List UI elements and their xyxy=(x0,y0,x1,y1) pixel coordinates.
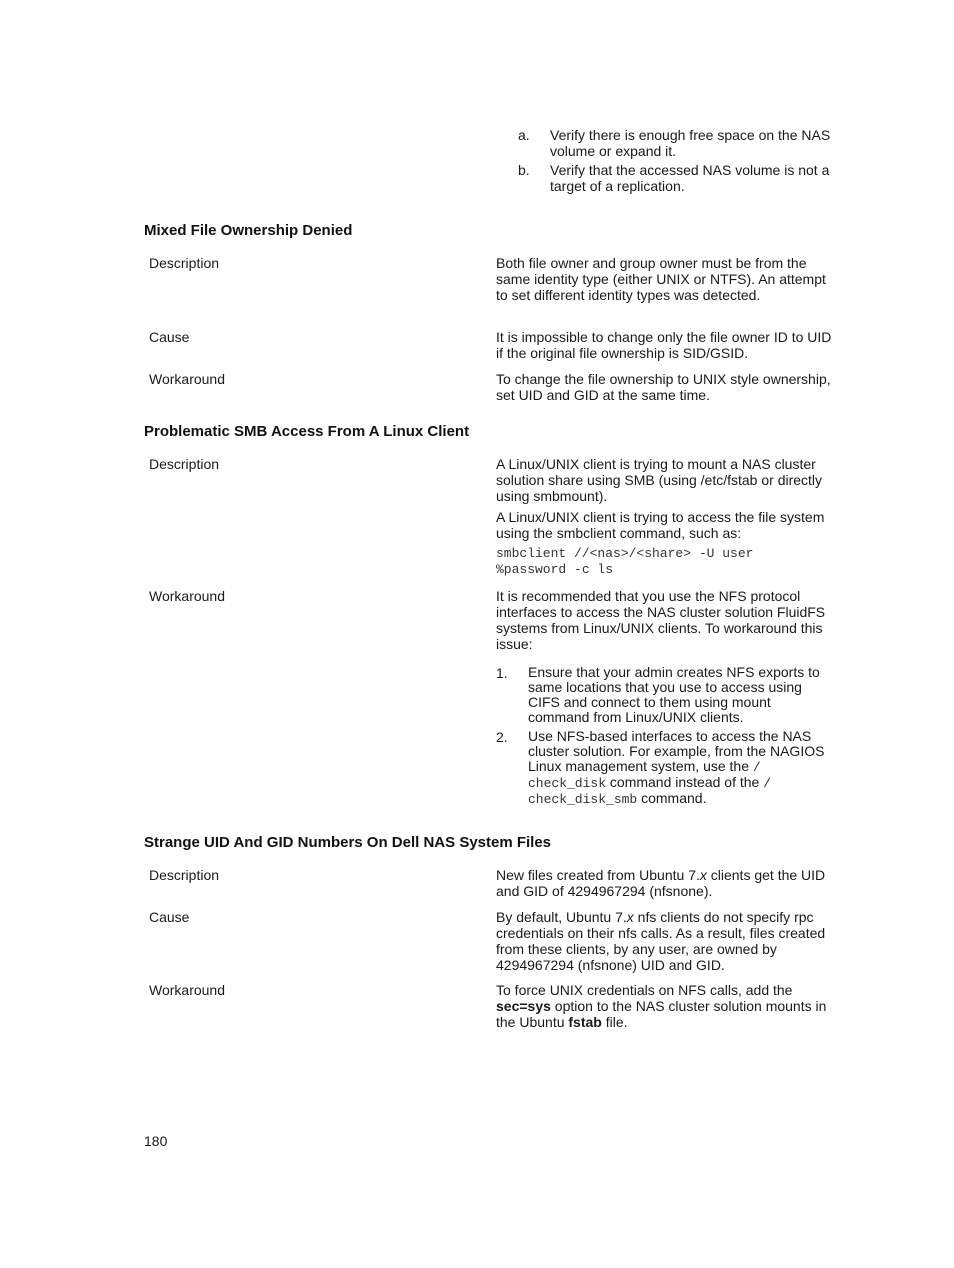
text-run: nfs clients do not specify rpc credentials on their nfs calls. As a result, files created from these clients, by any user, are owned by 4294967294 (nfsnone) UID and GID. xyxy=(496,909,826,973)
row-text-2: A Linux/UNIX client is trying to access the file system using the smbclient command, such as: xyxy=(496,509,825,541)
list-item xyxy=(518,127,838,161)
strong-text: sec=sys xyxy=(496,998,551,1014)
section-heading: Mixed File Ownership Denied xyxy=(144,222,353,239)
list-item xyxy=(496,729,838,805)
inline-code: / check_disk xyxy=(528,760,761,791)
row-label: Description xyxy=(149,867,220,883)
text-run: By default, Ubuntu 7. xyxy=(496,909,627,925)
list-text: Ensure that your admin creates NFS exports to same locations that you use to access using CIFS and connect to them using mount command from Linux/UNIX clients. xyxy=(528,664,820,725)
row-label: Cause xyxy=(149,329,190,345)
list-marker: 2. xyxy=(496,729,508,745)
text-run: New files created from Ubuntu 7. xyxy=(496,867,700,883)
row-label: Cause xyxy=(149,909,190,925)
list-item xyxy=(496,665,838,727)
row-text xyxy=(496,867,836,899)
row-label: Workaround xyxy=(149,588,226,604)
text-run: option to the NAS cluster solution mounts in the Ubuntu xyxy=(496,998,827,1030)
list-text xyxy=(528,729,836,807)
row-text: A Linux/UNIX client is trying to mount a NAS cluster solution share using SMB (using /etc/fstab or directly using smbmount). xyxy=(496,456,823,504)
page-number: 180 xyxy=(144,1133,168,1149)
list-text: Verify there is enough free space on the NAS volume or expand it. xyxy=(550,127,831,159)
list-text: Verify that the accessed NAS volume is not a target of a replication. xyxy=(550,162,830,194)
strong-text: fstab xyxy=(568,1014,602,1030)
row-text: It is recommended that you use the NFS protocol interfaces to access the NAS cluster solution FluidFS systems from Linux/UNIX clients. To workaround this issue: xyxy=(496,588,826,652)
row-text xyxy=(496,909,836,973)
step-text: command. xyxy=(637,790,707,806)
text-run: clients get the UID and GID of 4294967294 (nfsnone). xyxy=(496,867,826,899)
inline-code: / check_disk_smb xyxy=(528,776,772,807)
row-label: Workaround xyxy=(149,982,226,998)
section-heading: Strange UID And GID Numbers On Dell NAS System Files xyxy=(144,834,552,851)
row-label: Description xyxy=(149,255,220,271)
emphasis: x xyxy=(699,867,707,883)
list-marker: b. xyxy=(518,162,530,178)
step-text: Use NFS-based interfaces to access the NAS cluster solution. For example, from the NAGIOS Linux management system, use the xyxy=(528,728,825,774)
list-marker: a. xyxy=(518,127,530,143)
row-text xyxy=(496,982,836,1030)
row-label: Description xyxy=(149,456,220,472)
code-snippet: smbclient //<nas>/<share> -U user %password -c ls xyxy=(496,546,754,577)
text-run: file. xyxy=(601,1014,628,1030)
text-run: To force UNIX credentials on NFS calls, add the xyxy=(496,982,793,998)
step-text: command instead of the xyxy=(606,774,764,790)
row-text: To change the file ownership to UNIX style ownership, set UID and GID at the same time. xyxy=(496,371,831,403)
row-text: Both file owner and group owner must be from the same identity type (either UNIX or NTFS). An attempt to set different identity types was detected. xyxy=(496,255,826,303)
row-text: It is impossible to change only the file owner ID to UID if the original file ownership is SID/GSID. xyxy=(496,329,832,361)
row-label: Workaround xyxy=(149,371,226,387)
list-item xyxy=(518,162,838,196)
emphasis: x xyxy=(626,909,634,925)
section-heading: Problematic SMB Access From A Linux Client xyxy=(144,423,470,440)
list-marker: 1. xyxy=(496,665,508,681)
